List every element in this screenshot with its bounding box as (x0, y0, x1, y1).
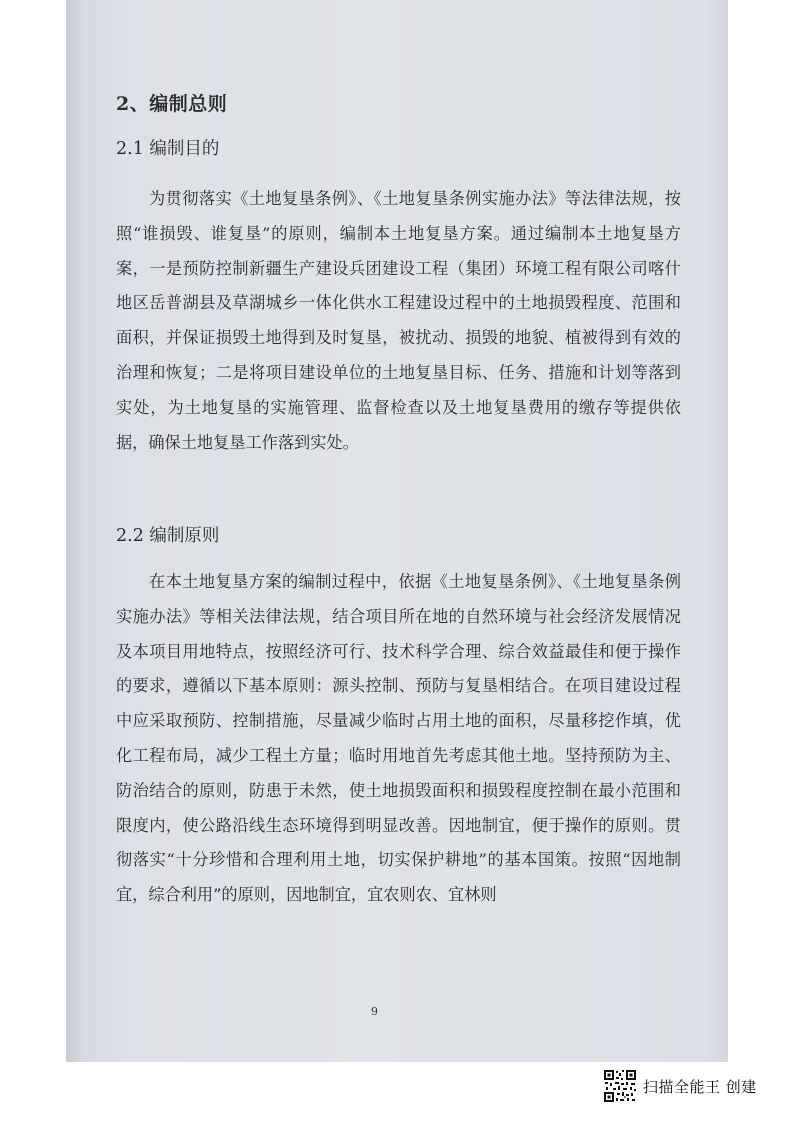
scanner-watermark (603, 1066, 757, 1106)
subsection-title-principles: 2.2 编制原则 (116, 526, 220, 546)
paragraph-purpose: 为贯彻落实《土地复垦条例》、《土地复垦条例实施办法》等法律法规，按照“谁损毁、谁复垦”的原则，编制本土地复垦方案。通过编制本土地复垦方案，一是预防控制新疆生产建设兵团建设工程（集团）环境工程有限公司喀什地区岳普湖县及草湖城乡一体化供水工程建设过程中的土地损毁程度、范围和面积，并保证损毁土地得到及时复垦，被扰动、损毁的地貌、植被得到有效的治理和恢复；二是将项目建设单位的土地复垦目标、任务、措施和计划等落到实处，为土地复垦的实施管理、监督检查以及土地复垦费用的缴存等提供依据，确保土地复垦工作落到实处。 (116, 189, 681, 452)
subsection-title-purpose: 2.1 编制目的 (116, 139, 220, 159)
watermark-text: 扫描全能王 创建 (643, 1077, 757, 1096)
section-title: 2、编制总则 (116, 93, 228, 115)
paragraph-principles: 在本土地复垦方案的编制过程中，依据《土地复垦条例》、《土地复垦条例实施办法》等相关法律法规，结合项目所在地的自然环境与社会经济发展情况及本项目用地特点，按照经济可行、技术科学合理、综合效益最佳和便于操作的要求，遵循以下基本原则：源头控制、预防与复垦相结合。在项目建设过程中应采取预防、控制措施，尽量减少临时占用土地的面积，尽量移挖作填，优化工程布局，减少工程土方量；临时用地首先考虑其他土地。坚持预防为主、防治结合的原则，防患于未然，使土地损毁面积和损毁程度控制在最小范围和限度内，使公路沿线生态环境得到明显改善。因地制宜，便于操作的原则。贯彻落实“十分珍惜和合理利用土地，切实保护耕地”的基本国策。按照“因地制宜，综合利用”的原则，因地制宜，宜农则农、宜林则 (116, 572, 681, 905)
qr-code-icon (603, 1069, 637, 1103)
page-number: 9 (371, 1005, 378, 1018)
scanned-page (66, 0, 728, 1062)
